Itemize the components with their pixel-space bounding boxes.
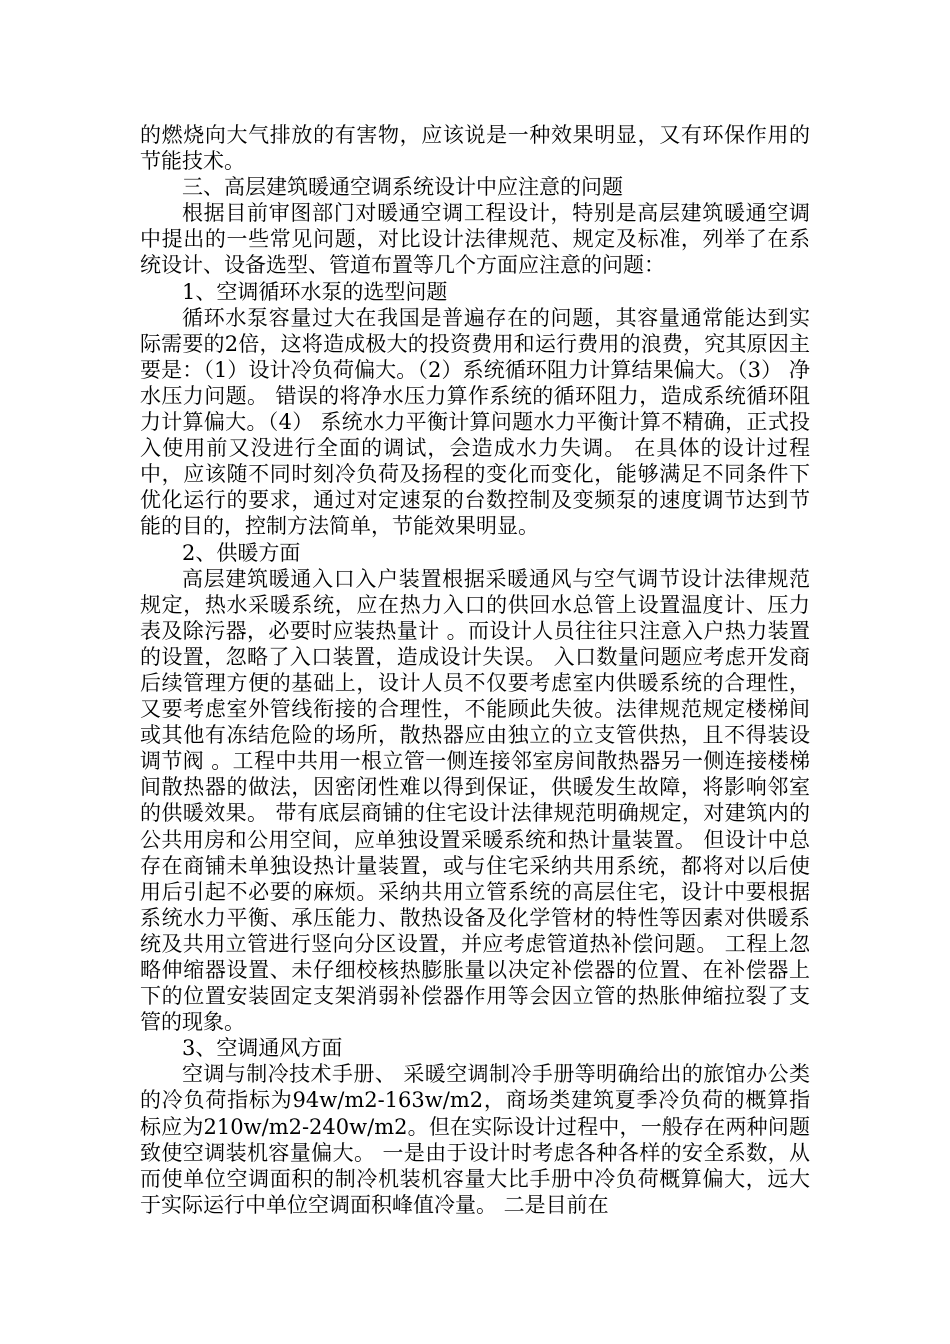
paragraph-pump-selection: 循环水泵容量过大在我国是普遍存在的问题，其容量通常能达到实际需要的2倍，这将造成极大的投资费用和运行费用的浪费，究其原因主要是：（1）设计冷负荷偏大。（2）系统循环阻力计算结果偏大。（3） 净水压力问题。 错误的将净水压力算作系统的循环阻力，造成系统循环阻力计算偏大。（4） 系统水力平衡计算问题水力平衡计算不精确，正式投入使用前又没进行全面的调试，会造成水力失调。 在具体的设计过程中，应该随不同时刻冷负荷及扬程的变化而变化，能够满足不同条件下优化运行的要求，通过对定速泵的台数控制及变频泵的速度调节达到节能的目的，控制方法简单，节能效果明显。 (140, 305, 810, 539)
paragraph-intro: 根据目前审图部门对暖通空调工程设计，特别是高层建筑暖通空调中提出的一些常见问题，对比设计法律规范、规定及标准，列举了在系统设计、设备选型、管道布置等几个方面应注意的问题： (140, 201, 810, 278)
section-heading-3: 三、高层建筑暖通空调系统设计中应注意的问题 (182, 175, 623, 200)
paragraph-heating: 高层建筑暖通入口入户装置根据采暖通风与空气调节设计法律规范规定，热水采暖系统，应在热力入口的供回水总管上设置温度计、压力表及除污器，必要时应装热量计 。而设计人员往往只注意入户热力装置的设置，忽略了入口装置，造成设计失误。 入口数量问题应考虑开发商后续管理方便的基础上，设计人员不仅要考虑室内供暖系统的合理性，又要考虑室外管线衔接的合理性，不能顾此失彼。法律规范规定楼梯间或其他有冻结危险的场所，散热器应由独立的立支管供热，且不得装设调节阀 。工程中共用一根立管一侧连接邻室房间散热器另一侧连接楼梯间散热器的做法，因密闭性难以得到保证，供暖发生故障，将影响邻室的供暖效果。 带有底层商铺的住宅设计法律规范明确规定，对建筑内的公共用房和公用空间，应单独设置采暖系统和热计量装置。 但设计中总存在商铺未单独设热计量装置，或与住宅采纳共用系统，都将对以后使用后引起不必要的麻烦。采纳共用立管系统的高层住宅，设计中要根据系统水力平衡、承压能力、散热设备及化学管材的特性等因素对供暖系统及共用立管进行竖向分区设置，并应考虑管道热补偿问题。 工程上忽略伸缩器设置、未仔细校核热膨胀量以决定补偿器的位置、在补偿器上下的位置安装固定支架消弱补偿器作用等会因立管的热胀伸缩拉裂了支管的现象。 (140, 566, 810, 1035)
document-body (140, 122, 810, 1218)
subheading-ventilation: 3、空调通风方面 (182, 1036, 343, 1061)
paragraph-ventilation: 空调与制冷技术手册、 采暖空调制冷手册等明确给出的旅馆办公类的冷负荷指标为94w/m2-163w/m2，商场类建筑夏季冷负荷的概算指标应为210w/m2-240w/m2。但在实际设计过程中，一般存在两种问题致使空调装机容量偏大。 一是由于设计时考虑各种各样的安全系数，从而使单位空调面积的制冷机装机容量大比手册中冷负荷概算偏大，远大于实际运行中单位空调面积峰值冷量。 二是目前在 (140, 1062, 810, 1217)
subheading-pump-selection: 1、空调循环水泵的选型问题 (182, 279, 448, 304)
paragraph-continuation: 的燃烧向大气排放的有害物，应该说是一种效果明显，又有环保作用的节能技术。 (140, 123, 810, 174)
subheading-heating: 2、供暖方面 (182, 540, 301, 565)
